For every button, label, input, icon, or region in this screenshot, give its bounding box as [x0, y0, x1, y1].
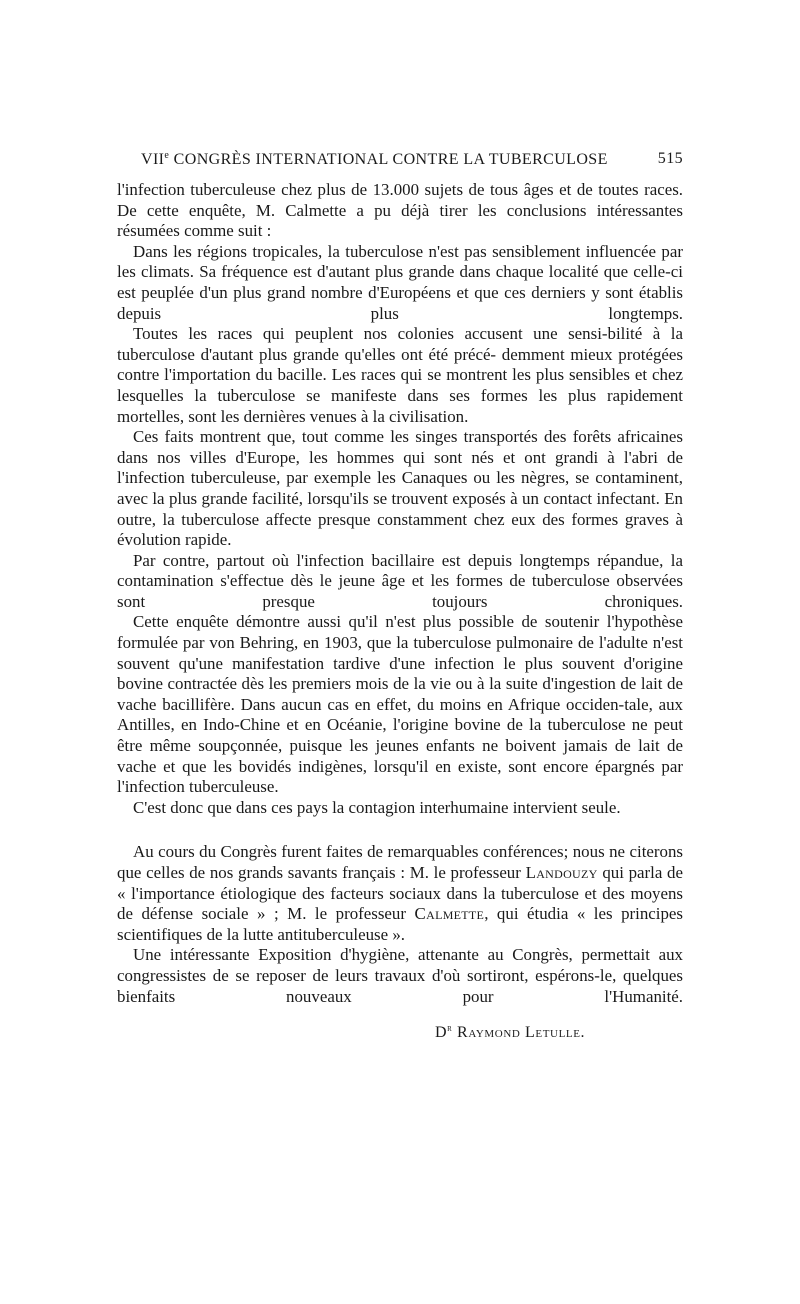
paragraph-conferences: Au cours du Congrès furent faites de remarquables conférences; nous ne citerons que celles de nos grands savants français : M. le professeur Landouzy qui parla de « l'importance étiologique des facteurs sociaux dans la tuberculose et des moyens de défense sociale » ; M. le professeur Calmette, qui étudia « les principes scientifiques de la lutte antituberculeuse ».	[117, 842, 684, 944]
congress-ordinal: VII	[141, 151, 165, 168]
congress-title: CONGRÈS INTERNATIONAL CONTRE LA TUBERCULOSE	[173, 151, 608, 168]
paragraph-regions-tropicales: Dans les régions tropicales, la tuberculose n'est pas sensiblement influencée par les climats. Sa fréquence est d'autant plus grande dans chaque localité que celle-ci est peuplée d'un plus grand nombre d'Européens et que ces derniers y sont établis depuis plus longtemps.	[117, 241, 683, 323]
running-head-title	[141, 150, 608, 169]
name-calmette: Calmette	[414, 904, 485, 924]
paragraph-contagion-interhumaine: C'est donc que dans ces pays la contagion interhumaine intervient seule.	[133, 797, 621, 817]
article-body	[117, 180, 683, 1007]
signature-name: Raymond Letulle.	[457, 1024, 586, 1042]
page-number: 515	[657, 150, 683, 167]
paragraph-exposition-hygiene: Une intéressante Exposition d'hygiène, attenante au Congrès, permettait aux congressistes de se reposer de leurs travaux d'où sortiront, espérons-le, quelques bienfaits nouveaux pour l'Humanité.	[117, 945, 683, 1006]
paragraph-enquete-intro: l'infection tuberculeuse chez plus de 13.000 sujets de tous âges et de toutes races. De cette enquête, M. Calmette a pu déjà tirer les conclusions intéressantes résumées comme suit :	[117, 180, 683, 241]
name-landouzy: Landouzy	[525, 863, 598, 882]
document-page	[117, 150, 683, 1042]
paragraph-singes-comparaison: Ces faits montrent que, tout comme les singes transportés des forêts africaines dans nos villes d'Europe, les hommes qui sont nés et ont grandi à l'abri de l'infection tuberculeuse, par exemple les Canaques ou les nègres, se contaminent, avec la plus grande facilité, lorsqu'ils se trouvent exposés à un contact infectant. En outre, la tuberculose affecte presque constamment chez eux des formes graves à évolution rapide.	[117, 427, 684, 550]
paragraph-hypothese-behring: Cette enquête démontre aussi qu'il n'est plus possible de soutenir l'hypothèse formulée par von Behring, en 1903, que la tuberculose pulmonaire de l'adulte n'est souvent qu'une manifestation tardive d'une infection le plus souvent d'origine bovine contractée dès les premiers mois de la vie ou à la suite d'ingestion de lait de vache bacillifère. Dans aucun cas en effet, du moins en Afrique occiden-tale, aux Antilles, en Indo-Chine et en Océanie, l'origine bovine de la tuberculose ne peut être même soupçonnée, puisque les jeunes enfants ne boivent jamais de lait de vache et que les bovidés indigènes, lorsqu'il en existe, sont encore épargnés par l'infection tuberculeuse.	[117, 612, 683, 797]
paragraph-formes-chroniques: Par contre, partout où l'infection bacillaire est depuis longtemps répandue, la contamination s'effectue dès le jeune âge et les formes de tuberculose observées sont presque toujours chroniques.	[117, 550, 683, 611]
signature-title-suffix: r	[447, 1023, 453, 1035]
running-head	[117, 150, 683, 174]
congress-ordinal-suffix: e	[164, 150, 170, 161]
author-signature	[117, 1023, 683, 1042]
paragraph-races-colonies: Toutes les races qui peuplent nos colonies accusent une sensi-bilité à la tuberculose d'autant plus grande qu'elles ont été précé- demment mieux protégées contre l'importation du bacille. Les races qui se montrent les plus sensibles et chez lesquelles la tuberculose se manifeste dans ses formes les plus rapidement mortelles, sont les dernières venues à la civilisation.	[117, 324, 683, 426]
signature-title: D	[435, 1024, 448, 1042]
section-break	[117, 818, 683, 842]
